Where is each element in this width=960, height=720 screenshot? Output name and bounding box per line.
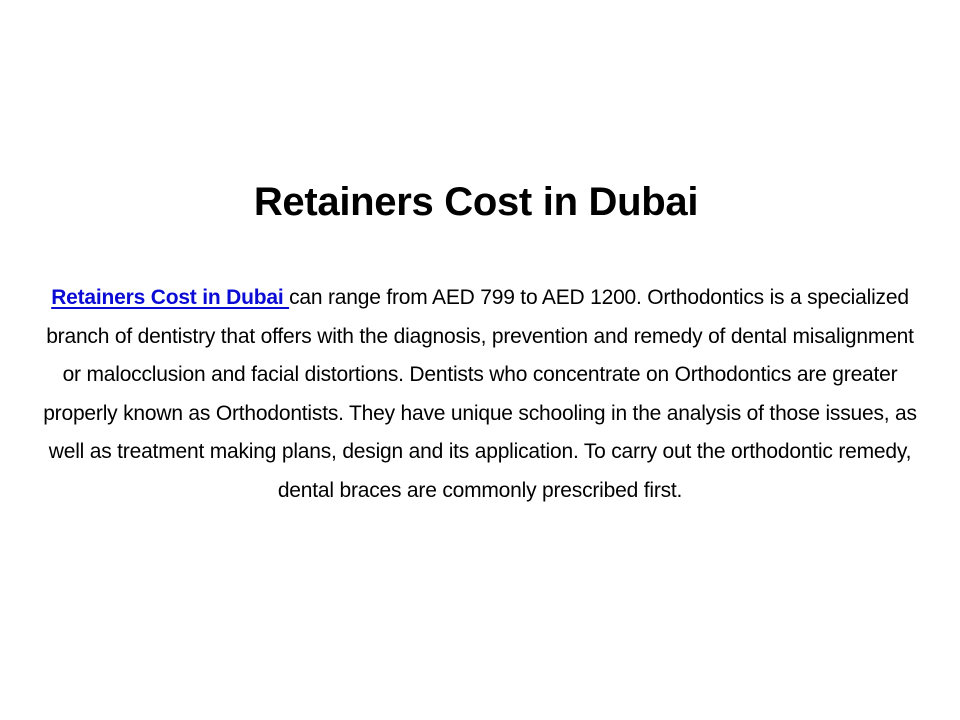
body-paragraph — [40, 279, 920, 510]
body-text: can range from AED 799 to AED 1200. Orthodontics is a specialized branch of dentistry that offers with the diagnosis, prevention and remedy of dental misalignment or malocclusion and facial distortions. Dentists who concentrate on Orthodontics are greater properly known as Orthodontists. They have unique schooling in the analysis of those issues, as well as treatment making plans, design and its application. To carry out the orthodontic remedy, dental braces are commonly prescribed first. — [43, 286, 917, 502]
slide-title: Retainers Cost in Dubai — [253, 180, 699, 224]
retainers-cost-link[interactable]: Retainers Cost in Dubai — [51, 286, 290, 309]
